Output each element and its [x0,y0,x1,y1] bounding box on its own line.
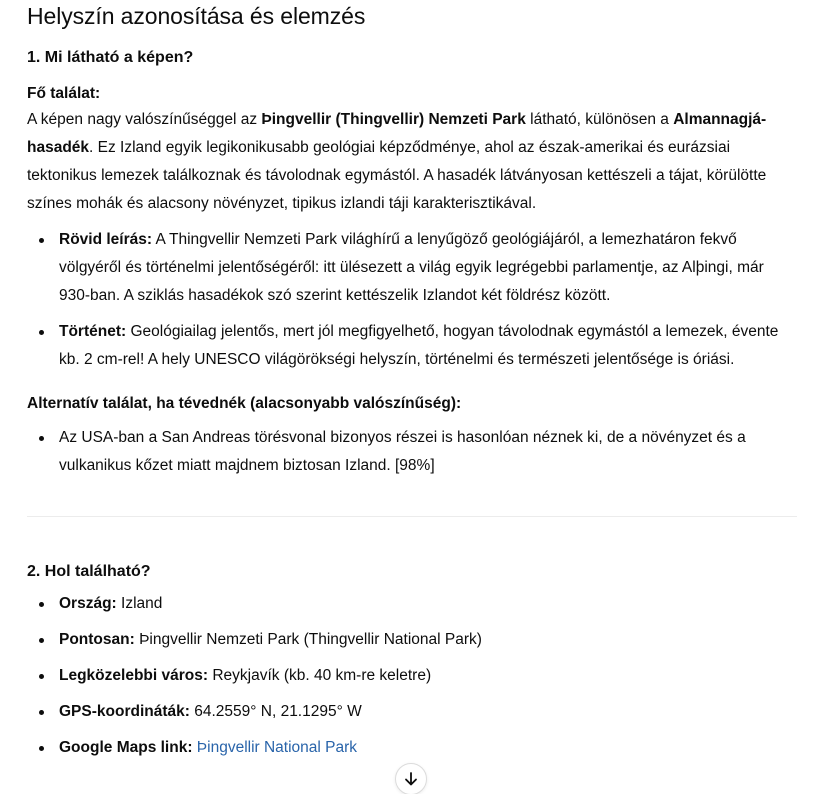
list-item-gps [27,698,797,726]
list-item-label: Legközelebbi város: [59,667,209,684]
list-item-text: Geológiailag jelentős, mert jól megfigyelhető, hogyan távolodnak egymástól a lemezek, évente kb. 2 cm-rel! A hely UNESCO világörökségi helyszín, történelmi és természeti jelentősége is óriási. [59,323,779,368]
list-item-value: Izland [116,595,163,612]
list-item-text: A Thingvellir Nemzeti Park világhírű a lenyűgöző geológiájáról, a lemezhatáron fekvő völgyéről és történelmi jelentőségéről: itt ülésezett a világ egyik legrégebbi parlamentje, az Alþingi, már 930-ban. A sziklás hasadékok szó szerint kettészelik Izlandot két földrész között. [59,231,764,304]
bullet-dot [39,330,44,335]
section-2-heading: 2. Hol található? [27,563,151,580]
bullet-dot [39,638,44,643]
list-item-label: GPS-koordináták: [59,703,190,720]
google-maps-link[interactable]: Þingvellir National Park [196,739,358,756]
bullet-dot [39,746,44,751]
list-item-text: Az USA-ban a San Andreas törésvonal bizonyos részei is hasonlóan néznek ki, de a növényzet és a vulkanikus kőzet miatt majdnem biztosan Izland. [98%] [59,429,746,474]
list-item-nearest-city [27,662,797,690]
scroll-down-button[interactable] [395,763,427,794]
list-item-label: Rövid leírás: [59,231,153,248]
main-match-paragraph [27,106,797,218]
paragraph-text: . Ez Izland egyik legikonikusabb geológiai képződménye, ahol az észak-amerikai és eurázsiai tektonikus lemezek találkoznak és távolodnak egymástól. A hasadék látványosan kettészeli a tájat, körülötte színes mohák és alacsony növényzet, tipikus izlandi táji karakterisztikával. [27,139,767,212]
paragraph-bold-park: Þingvellir (Thingvellir) Nemzeti Park [261,111,526,128]
main-match-label: Fő találat: [27,85,101,102]
message-content [27,0,797,770]
page-title: Helyszín azonosítása és elemzés [27,3,366,29]
section-divider [27,516,797,517]
list-item-value: Þingvellir Nemzeti Park (Thingvellir National Park) [134,631,482,648]
list-item-label: Pontosan: [59,631,135,648]
list-item-maps [27,734,797,762]
bullet-dot [39,674,44,679]
list-item-country [27,590,797,618]
alternative-match-label: Alternatív találat, ha tévednék (alacsonyabb valószínűség): [27,395,462,412]
alternative-bullets [27,424,797,480]
section-1-heading: 1. Mi látható a képen? [27,49,194,66]
location-list [27,590,797,762]
bullet-dot [39,436,44,441]
list-item-exact [27,626,797,654]
list-item [27,424,797,480]
list-item [27,226,797,310]
list-item-label: Ország: [59,595,117,612]
list-item-value: 64.2559° N, 21.1295° W [189,703,362,720]
bullet-dot [39,710,44,715]
list-item-label: Történet: [59,323,127,340]
paragraph-bold-rift: Almannagjá-hasadék [27,111,767,156]
paragraph-text: A képen nagy valószínűséggel az [27,111,262,128]
arrow-down-icon [403,771,419,787]
bullet-dot [39,238,44,243]
paragraph-text: látható, különösen a [525,111,674,128]
bullet-dot [39,602,44,607]
list-item [27,318,797,374]
list-item-label: Google Maps link: [59,739,193,756]
main-match-bullets [27,226,797,374]
list-item-value: Reykjavík (kb. 40 km-re keletre) [208,667,432,684]
